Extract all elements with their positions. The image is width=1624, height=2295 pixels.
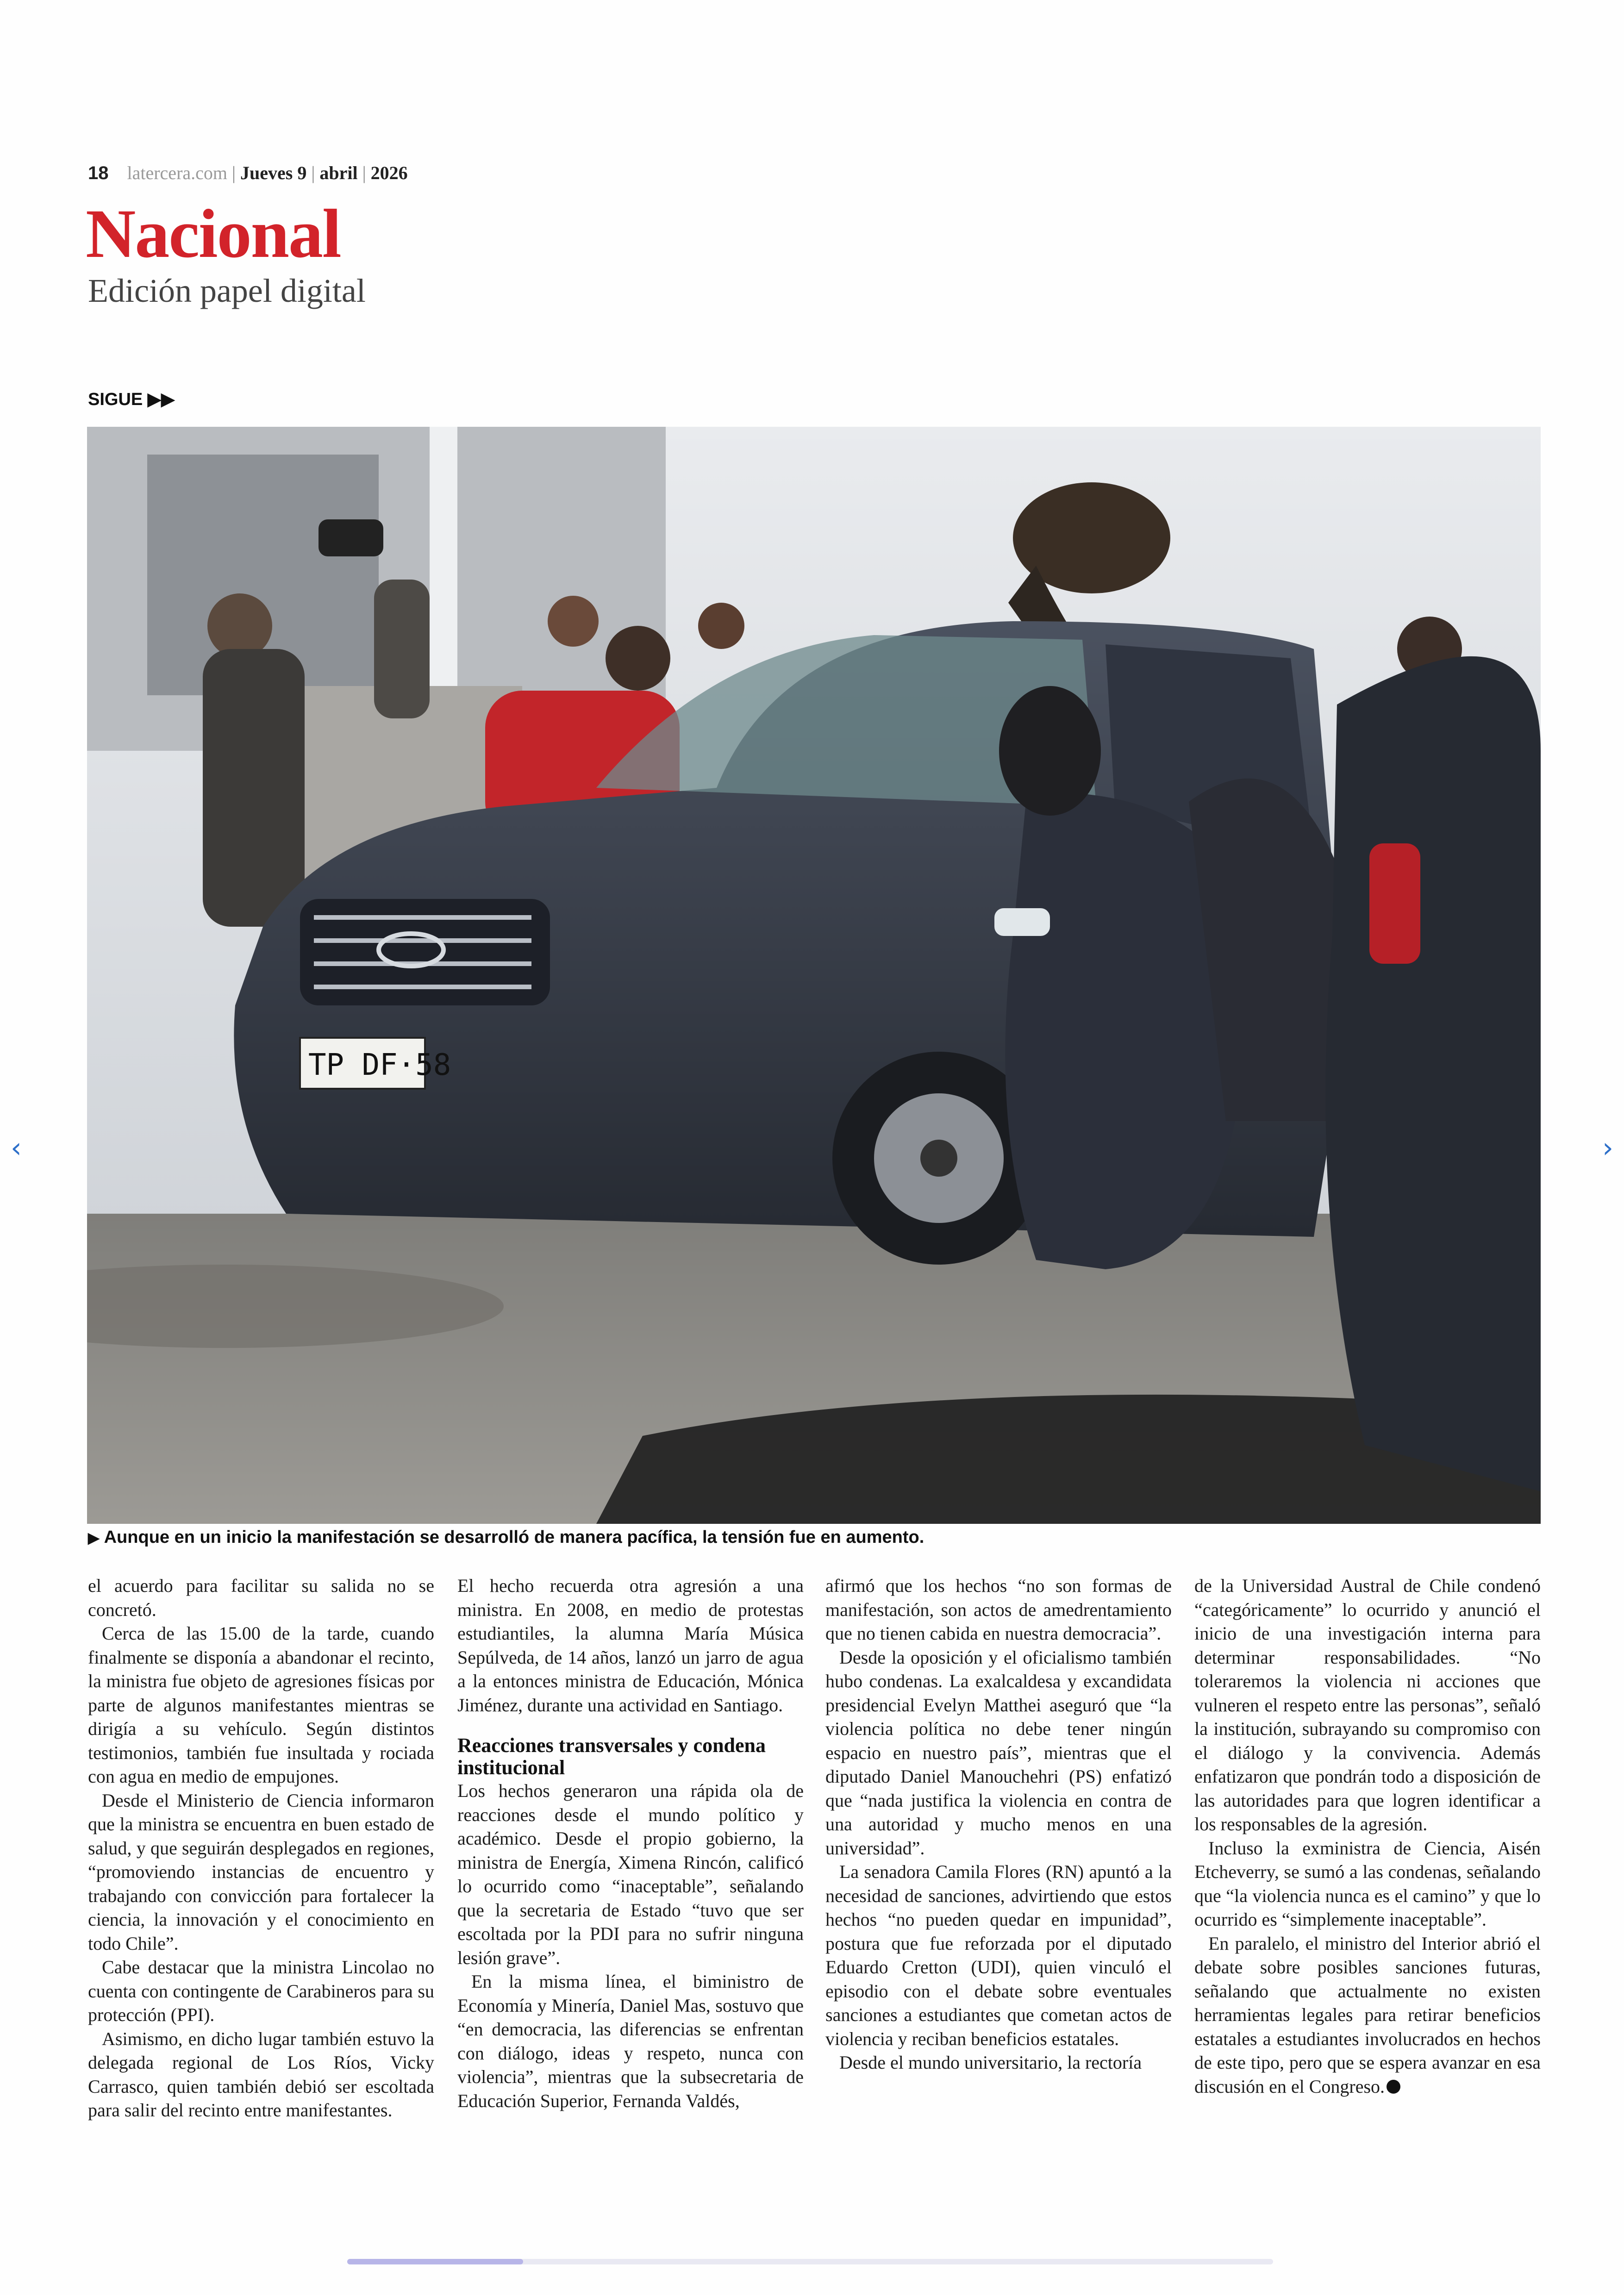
chevron-left-icon: ‹ <box>11 1132 22 1164</box>
article-column-1 <box>88 1574 434 2122</box>
paragraph: El hecho recuerda otra agresión a una ministra. En 2008, en medio de protestas estudiantiles, la alumna María Música Sepúlveda, de 14 años, lanzó un jarro de agua a la entonces ministra de Educación, Mónica Jiménez, durante una actividad en Santiago. <box>457 1575 804 1715</box>
separator: | <box>232 162 236 183</box>
next-page-button[interactable] <box>1596 1129 1619 1166</box>
article-column-4 <box>1194 1574 1541 2098</box>
paragraph-text: En paralelo, el ministro del Interior abrió el debate sobre posibles sanciones futuras, señalando que actualmente no existen herramientas legales para retirar beneficios estatales a estudiantes involucrados en hechos de este tipo, pero que se espera avanzar en esa discusión en el Congreso. <box>1194 1933 1541 2097</box>
paragraph: Desde la oposición y el oficialismo también hubo condenas. La exalcaldesa y excandidata presidencial Evelyn Matthei aseguró que “la violencia política no debe tener ningún espacio en nuestro país”, mientras que el diputado Daniel Manouchehri (PS) enfatizó que “nada justifica la violencia en contra de una autoridad y mucho menos en una universidad”. <box>825 1646 1172 1858</box>
caption-triangle-icon: ▶ <box>88 1529 100 1546</box>
paragraph: En la misma línea, el biministro de Economía y Minería, Daniel Mas, sostuvo que “en democracia, las diferencias se enfrentan con diálogo, ideas y respeto, nunca con violencia”, mientras que la subsecretaria de Educación Superior, Fernanda Valdés, <box>457 1971 804 2111</box>
news-photo <box>87 427 1541 1524</box>
news-photo-illustration <box>87 427 1541 1524</box>
paragraph: Desde el Ministerio de Ciencia informaron que la ministra se encuentra en buen estado de salud, y que seguirán desplegados en regiones, “promoviendo instancias de encuentro y trabajando con convicción para fortalecer la ciencia, la innovación y el conocimiento en todo Chile”. <box>88 1790 434 1954</box>
article-column-3 <box>825 1574 1172 2075</box>
caption-text: Aunque en un inicio la manifestación se desarrolló de manera pacífica, la tensión fue en aumento. <box>104 1528 924 1547</box>
paragraph: Asimismo, en dicho lugar también estuvo la delegada regional de Los Ríos, Vicky Carrasco, quien también debió ser escoltada para salir del recinto entre manifestantes. <box>88 2028 434 2120</box>
license-plate: TP DF·58 <box>308 1048 451 1082</box>
photo-caption <box>88 1528 1537 1547</box>
page-scrollbar[interactable] <box>347 2259 1273 2264</box>
separator: | <box>362 162 366 183</box>
paragraph: La senadora Camila Flores (RN) apuntó a la necesidad de sanciones, advirtiendo que estos hechos “no pueden quedar en impunidad”, postura que fue reforzada por el diputado Eduardo Cretton (UDI), quien vinculó el episodio con el debate sobre eventuales sanciones a estudiantes que cometan actos de violencia y reciban beneficios estatales. <box>825 1861 1172 2049</box>
site-name: latercera.com <box>127 162 228 183</box>
date-month: abril <box>319 162 358 183</box>
paragraph: el acuerdo para facilitar su salida no se concretó. <box>88 1575 434 1620</box>
sigue-label: SIGUE ▶▶ <box>88 390 175 409</box>
section-title: Nacional <box>86 195 341 272</box>
end-mark-icon <box>1387 2080 1400 2094</box>
date-year: 2026 <box>370 162 408 183</box>
paragraph <box>1194 1932 1541 2099</box>
paragraph: Cerca de las 15.00 de la tarde, cuando finalmente se disponía a abandonar el recinto, la ministra fue objeto de agresiones físicas por parte de algunos manifestantes mientras se dirigía a su vehículo. Según distintos testimonios, también fue insultada y rociada con agua en medio de empujones. <box>88 1623 434 1787</box>
prev-page-button[interactable] <box>5 1129 28 1166</box>
paragraph: Incluso la exministra de Ciencia, Aisén Etcheverry, se sumó a las condenas, señalando que “la violencia nunca es el camino” y que lo ocurrido es “simplemente inaceptable”. <box>1194 1837 1541 1930</box>
scrollbar-thumb[interactable] <box>347 2259 523 2264</box>
chevron-right-icon: › <box>1602 1132 1613 1164</box>
paragraph: afirmó que los hechos “no son formas de manifestación, son actos de amedrentamiento que no tienen cabida en nuestra democracia”. <box>825 1575 1172 1644</box>
edition-label: Edición papel digital <box>88 272 366 309</box>
page-number: 18 <box>88 163 109 183</box>
subheading: Reacciones transversales y condena institucional <box>457 1734 766 1779</box>
paragraph: Cabe destacar que la ministra Lincolao no cuenta con contingente de Carabineros para su protección (PPI). <box>88 1957 434 2025</box>
article-column-2 <box>457 1574 804 2113</box>
paragraph: Los hechos generaron una rápida ola de reacciones desde el mundo político y académico. Desde el propio gobierno, la ministra de Energía, Ximena Rincón, calificó lo ocurrido como “inaceptable”, señalando que la secretaria de Estado “tuvo que ser escoltada por la PDI para no sufrir ninguna lesión grave”. <box>457 1780 804 1968</box>
paragraph: de la Universidad Austral de Chile condenó “categóricamente” lo ocurrido y anunció el inicio de una investigación interna para determinar responsabilidades. “No toleraremos la violencia ni acciones que vulneren el respeto entre las personas”, señaló la institución, subrayando su compromiso con el diálogo y la convivencia. Además enfatizaron que pondrán todo a disposición de las autoridades para que logren identificar a los responsables de la agresión. <box>1194 1575 1541 1834</box>
date-day: Jueves 9 <box>240 162 307 183</box>
paragraph: Desde el mundo universitario, la rectoría <box>839 2052 1142 2073</box>
separator: | <box>311 162 315 183</box>
page-folio <box>88 162 408 184</box>
